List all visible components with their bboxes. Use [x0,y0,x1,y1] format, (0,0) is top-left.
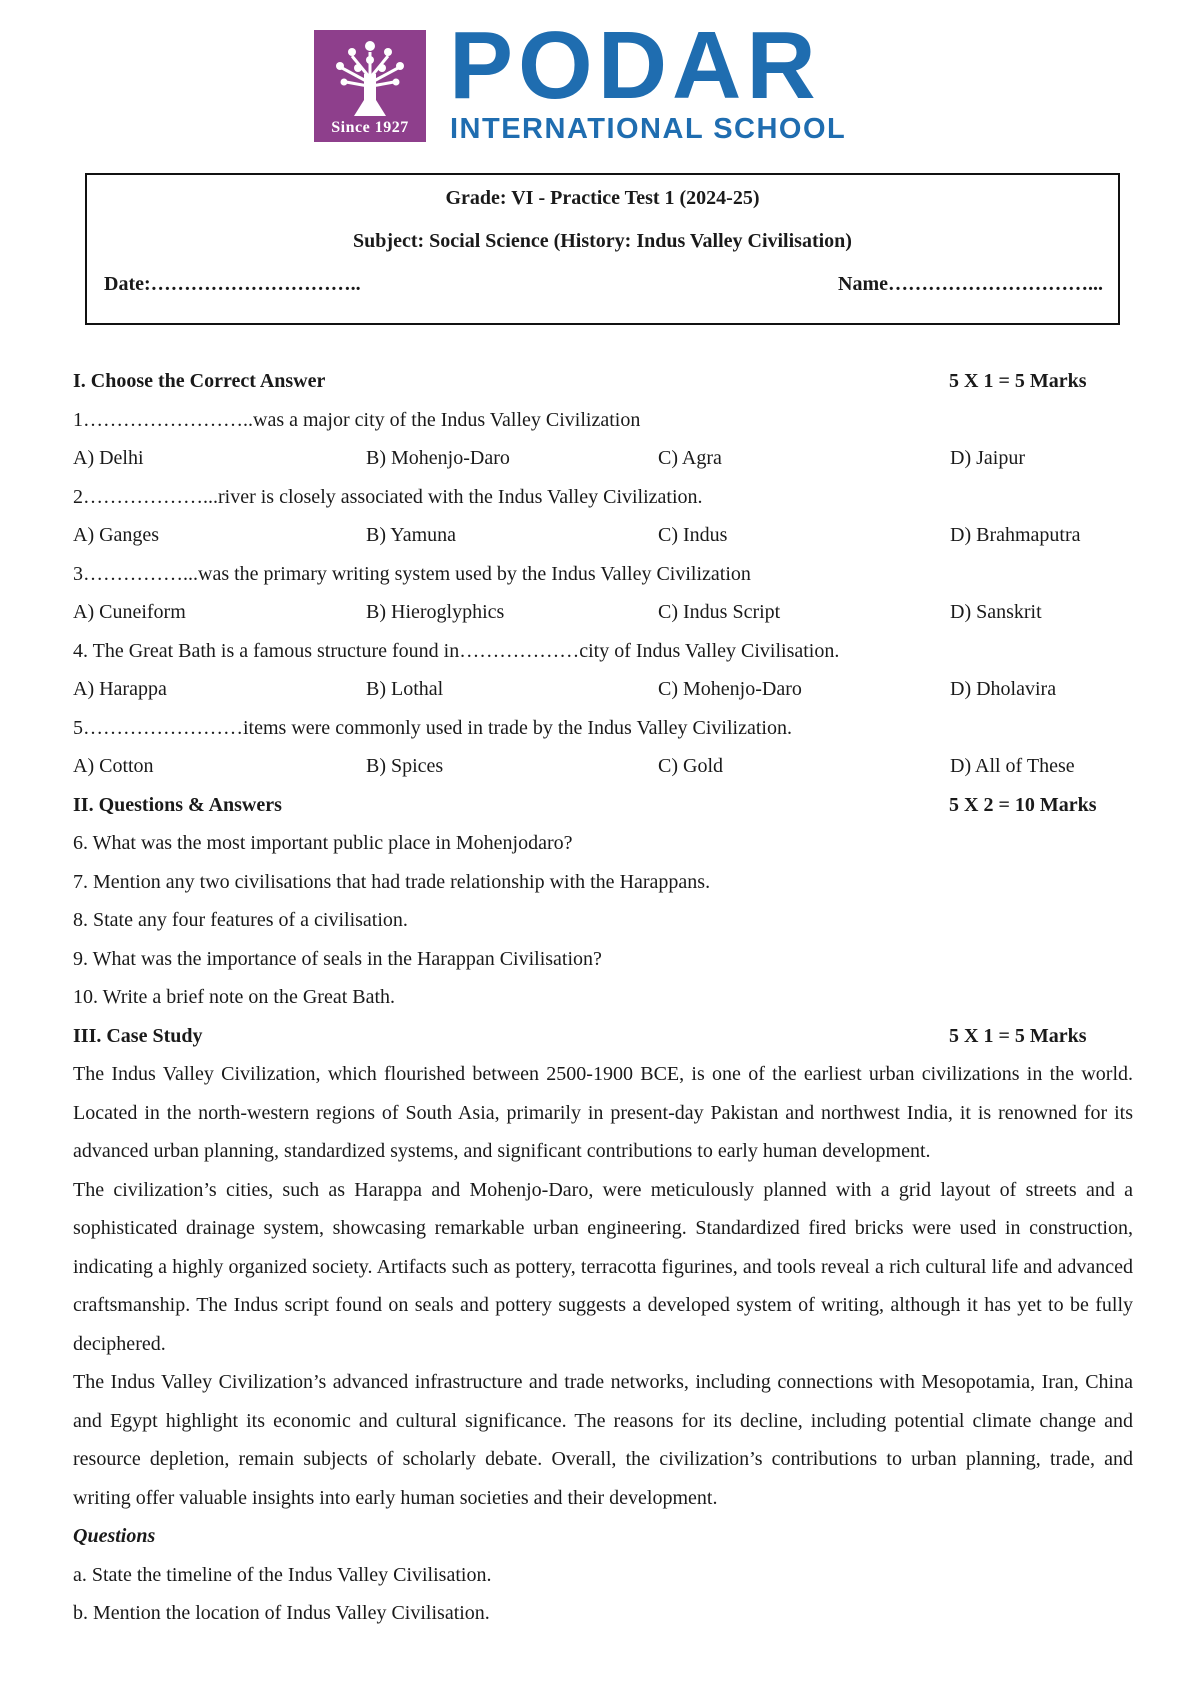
school-name: PODAR [449,12,821,119]
section-heading [73,362,1133,401]
option-c: C) Agra [658,447,722,469]
option-c: C) Mohenjo-Daro [658,678,802,700]
questions-heading: Questions [73,1525,156,1547]
options-row [73,516,1133,555]
section-heading [73,786,1133,825]
question: 2………………...river is closely associated with the Indus Valley Civilization. [73,485,703,508]
question: 10. Write a brief note on the Great Bath. [73,986,396,1008]
option-d: D) Dholavira [950,678,1057,700]
option-b: B) Spices [366,755,444,777]
section-marks: 5 X 1 = 5 Marks [949,1024,1087,1047]
section-title: II. Questions & Answers [73,793,282,816]
question: 3……………...was the primary writing system used by the Indus Valley Civilization [73,562,751,585]
test-content [73,362,1133,1633]
option-d: D) Sanskrit [950,601,1042,623]
option-b: B) Mohenjo-Daro [366,447,510,469]
option-d: D) Brahmaputra [950,524,1081,546]
options-row [73,747,1133,786]
subject-title: Subject: Social Science (History: Indus Valley Civilisation) [353,230,852,252]
section-marks: 5 X 2 = 10 Marks [949,793,1097,816]
options-row [73,593,1133,632]
option-c: C) Indus [658,524,728,546]
option-a: A) Ganges [73,524,160,546]
question: 4. The Great Bath is a famous structure found in………………city of Indus Valley Civilisation. [73,639,840,662]
date-field: Date:………………………….. [104,273,361,295]
case-study-paragraph: The Indus Valley Civilization, which flourished between 2500-1900 BCE, is one of the earliest urban civilizations in the world. Located in the north-western regions of South Asia, primarily in present-day Pakistan and northwest India, it is renowned for its advanced urban planning, standardized systems, and significant contributions to early human development. [73,1063,1133,1162]
since-label: Since 1927 [331,119,409,136]
option-c: C) Gold [658,755,723,777]
option-b: B) Lothal [366,678,444,700]
options-row [73,670,1133,709]
test-header-box [85,173,1120,325]
option-b: B) Hieroglyphics [366,601,505,623]
question: 9. What was the importance of seals in the Harappan Civilisation? [73,947,602,970]
school-subtitle: INTERNATIONAL SCHOOL [450,113,847,145]
option-d: D) All of These [950,755,1075,777]
question: 5……………………items were commonly used in trade by the Indus Valley Civilization. [73,716,792,739]
case-study-paragraph: The Indus Valley Civilization’s advanced infrastructure and trade networks, including connections with Mesopotamia, Iran, China and Egypt highlight its economic and cultural significance. The reasons for its decline, including potential climate change and resource depletion, remain subjects of scholarly debate. Overall, the civilization’s contributions to urban planning, trade, and writing offer valuable insights into early human societies and their development. [73,1371,1133,1509]
tree-emblem [314,30,426,142]
question: 1……………………..was a major city of the Indus Valley Civilization [73,408,641,431]
question: 6. What was the most important public place in Mohenjodaro? [73,832,573,854]
grade-title: Grade: VI - Practice Test 1 (2024-25) [445,187,760,209]
question: 8. State any four features of a civilisation. [73,909,408,931]
option-d: D) Jaipur [950,447,1025,469]
option-b: B) Yamuna [366,524,457,546]
name-field: Name…………………………... [838,273,1103,295]
section-marks: 5 X 1 = 5 Marks [949,370,1087,392]
question: 7. Mention any two civilisations that had trade relationship with the Harappans. [73,870,711,893]
options-row [73,439,1133,478]
question: b. Mention the location of Indus Valley Civilisation. [73,1602,490,1624]
option-a: A) Harappa [73,678,167,700]
option-a: A) Cuneiform [73,601,186,623]
question: a. State the timeline of the Indus Valley Civilisation. [73,1563,492,1586]
section-title: III. Case Study [73,1024,203,1047]
school-logo [314,12,914,145]
tree-icon [314,30,426,116]
case-study-paragraph: The civilization’s cities, such as Harappa and Mohenjo-Daro, were meticulously planned with a grid layout of streets and a sophisticated drainage system, showcasing remarkable urban engineering. Standardized fired bricks were used in construction, indicating a highly organized society. Artifacts such as pottery, terracotta figurines, and tools reveal a rich cultural life and advanced craftsmanship. The Indus script found on seals and pottery suggests a developed system of writing, although it has yet to be fully deciphered. [73,1178,1133,1355]
option-a: A) Cotton [73,755,154,777]
section-title: I. Choose the Correct Answer [73,370,326,392]
option-a: A) Delhi [73,447,144,469]
section-heading [73,1017,1133,1056]
option-c: C) Indus Script [658,601,781,623]
